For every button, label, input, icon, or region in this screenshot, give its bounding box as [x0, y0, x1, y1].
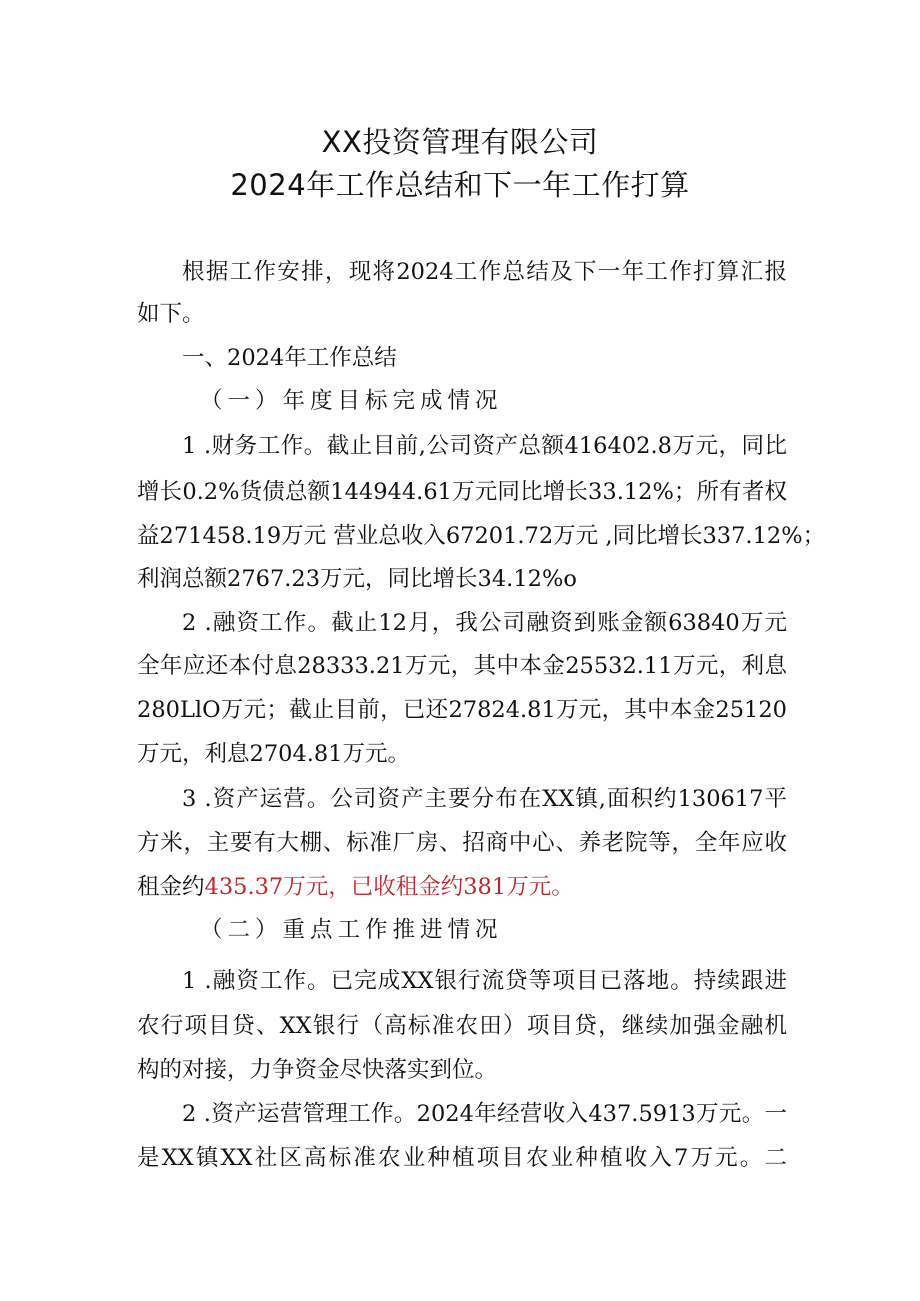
document-title-line2: 2024年工作总结和下一年工作打算 — [230, 168, 690, 202]
key-financing-line-2: 农行项目贷、XX银行（高标准农田）项目贷，继续加强金融机 — [137, 1013, 787, 1039]
key-financing-line-1: 1 .融资工作。已完成XX银行流贷等项目已落地。持续跟进 — [182, 968, 787, 994]
financing-line-1: 2 .融资工作。截止12月，我公司融资到账金额63840万元 — [182, 610, 787, 636]
intro-line-1: 根据工作安排，现将2024工作总结及下一年工作打算汇报 — [182, 259, 787, 285]
finance-line-1: 1 .财务工作。截止目前,公司资产总额416402.8万元，同比 — [182, 433, 787, 459]
finance-line-3: 益271458.19万元 营业总收入67201.72万元 ,同比增长337.12%； — [137, 523, 826, 549]
subsection-heading-2: （二）重点工作推进情况 — [200, 917, 503, 943]
finance-line-2: 增长0.2%货债总额144944.61万元同比增长33.12%；所有者权 — [137, 479, 787, 505]
asset-ops-line-2: 方米，主要有大棚、标准厂房、招商中心、养老院等，全年应收 — [137, 830, 787, 856]
asset-ops-line-3 — [137, 873, 787, 901]
asset-mgmt-line-2: 是XX镇XX社区高标准农业种植项目农业种植收入7万元。二 — [137, 1145, 787, 1171]
asset-ops-line-3-prefix: 租金约 — [137, 874, 205, 900]
document-title-line1: XX投资管理有限公司 — [321, 125, 599, 159]
asset-mgmt-line-1: 2 .资产运营管理工作。2024年经营收入437.5913万元。一 — [182, 1101, 787, 1127]
finance-line-4: 利润总额2767.23万元，同比增长34.12%o — [137, 566, 577, 592]
key-financing-line-3: 构的对接，力争资金尽快落实到位。 — [137, 1057, 498, 1083]
intro-line-2: 如下。 — [137, 301, 205, 327]
rent-highlight-text: 435.37万元，已收租金约381万元。 — [204, 874, 574, 900]
financing-line-4: 万元，利息2704.81万元。 — [137, 741, 411, 767]
subsection-heading-1: （一）年度目标完成情况 — [200, 388, 503, 414]
asset-ops-line-1: 3 .资产运营。公司资产主要分布在XX镇,面积约130617平 — [182, 786, 787, 812]
financing-line-2: 全年应还本付息28333.21万元，其中本金25532.11万元，利息 — [137, 653, 787, 679]
financing-line-3: 280LlO万元；截止目前，已还27824.81万元，其中本金25120 — [137, 697, 787, 723]
section-heading-1: 一、2024年工作总结 — [182, 345, 397, 371]
